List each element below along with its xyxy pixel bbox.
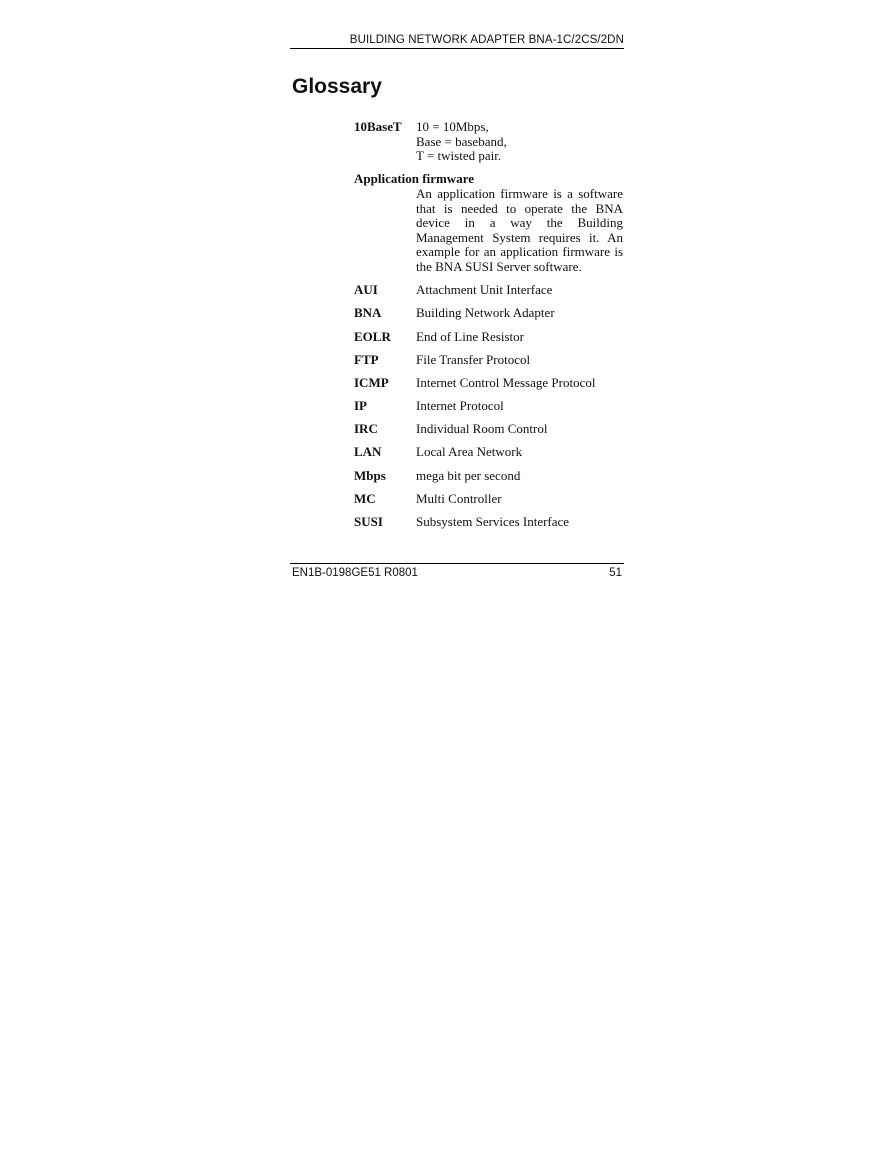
definition-line: Base = baseband, (416, 133, 507, 149)
glossary-term: AUI (354, 282, 378, 298)
glossary-definition: An application firmware is a software that is needed to operate the BNA device in a way the Building Management System requires it. An example for an application firmware is the BNA SUSI Server software. (416, 185, 623, 274)
glossary-term: FTP (354, 351, 379, 367)
definition-line: T = twisted pair. (416, 148, 502, 164)
glossary-entry-eolr (354, 330, 624, 345)
glossary-list (354, 120, 624, 538)
glossary-definition: Subsystem Services Interface (416, 514, 570, 529)
glossary-term: Mbps (354, 467, 386, 483)
running-header: BUILDING NETWORK ADAPTER BNA-1C/2CS/2DN (349, 34, 624, 46)
glossary-entry-application-firmware (354, 172, 624, 274)
header-rule (290, 48, 624, 49)
page-number: 51 (609, 567, 622, 579)
page-title: Glossary (292, 75, 382, 98)
glossary-definition: Internet Control Message Protocol (416, 374, 596, 390)
glossary-definition: Building Network Adapter (416, 305, 555, 321)
glossary-term: BNA (354, 305, 382, 321)
glossary-entry-bna (354, 306, 624, 321)
glossary-term: ICMP (354, 374, 389, 390)
glossary-entry-mbps (354, 469, 624, 484)
glossary-entry-mc (354, 492, 624, 507)
glossary-entry-irc (354, 422, 624, 437)
glossary-term: Application firmware (354, 171, 474, 187)
glossary-term: EOLR (354, 328, 391, 344)
glossary-term: IRC (354, 421, 378, 437)
glossary-definition (416, 120, 623, 164)
glossary-definition: mega bit per second (416, 467, 521, 483)
glossary-term: IP (354, 398, 367, 414)
glossary-entry-aui (354, 283, 624, 298)
glossary-term: MC (354, 490, 376, 506)
glossary-definition: Internet Protocol (416, 398, 504, 414)
glossary-definition: Attachment Unit Interface (416, 282, 553, 298)
glossary-term: 10BaseT (354, 119, 402, 134)
glossary-term: SUSI (354, 514, 383, 529)
document-page (290, 0, 624, 1155)
glossary-definition: Individual Room Control (416, 421, 548, 437)
glossary-entry-susi (354, 515, 624, 530)
glossary-entry-icmp (354, 376, 624, 391)
glossary-entry-lan (354, 445, 624, 460)
document-number: EN1B-0198GE51 R0801 (292, 567, 418, 579)
glossary-entry-10baset (354, 120, 624, 164)
footer-rule (290, 563, 624, 564)
glossary-entry-ip (354, 399, 624, 414)
glossary-definition: Multi Controller (416, 490, 502, 506)
definition-line: 10 = 10Mbps, (416, 119, 489, 134)
glossary-entry-ftp (354, 353, 624, 368)
glossary-term: LAN (354, 444, 382, 460)
glossary-definition: End of Line Resistor (416, 328, 524, 344)
glossary-definition: File Transfer Protocol (416, 351, 531, 367)
glossary-definition: Local Area Network (416, 444, 523, 460)
